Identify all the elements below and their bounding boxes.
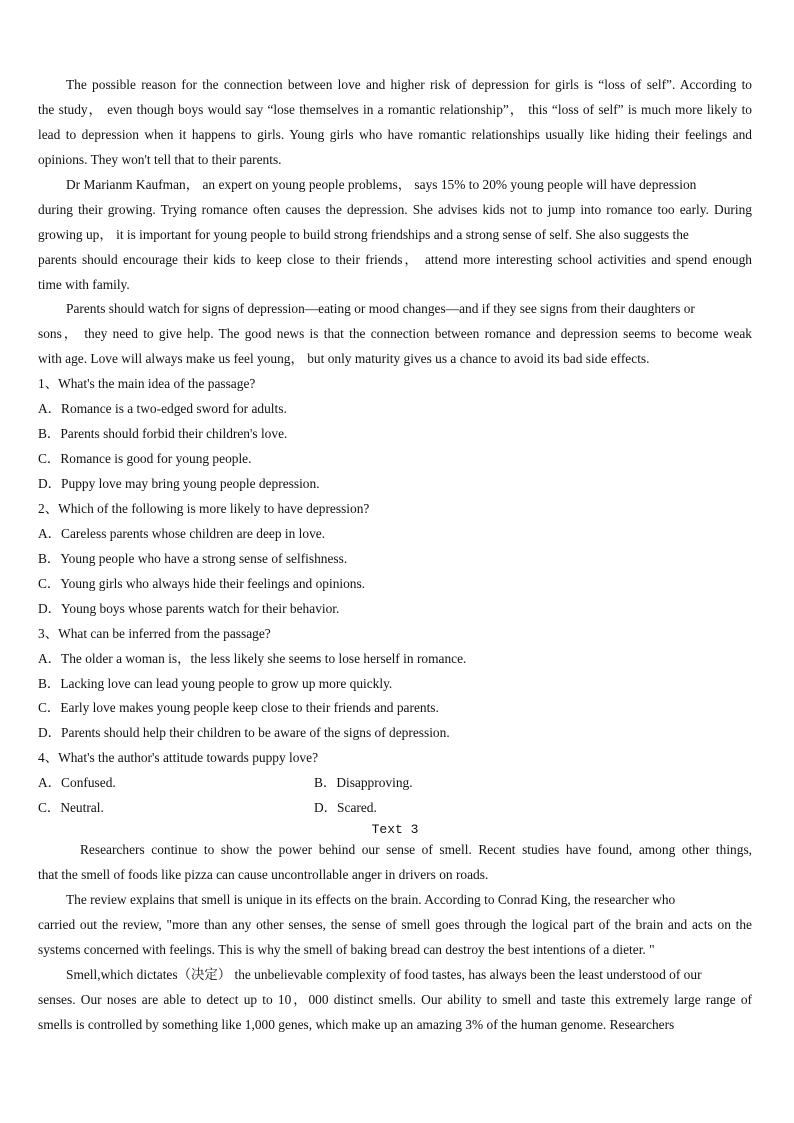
text-line: Parents should watch for signs of depression—eating or mood changes—and if they see signs from their daughters or [66,301,695,317]
option-d: D．Puppy love may bring young people depression. [38,476,320,491]
option-d: D．Parents should help their children to be aware of the signs of depression. [38,725,450,741]
option-d: D．Young boys whose parents watch for their behavior. [38,600,340,616]
text-line: the study， even though boys would say “lose themselves in a romantic relationship”， this “loss of self” is much more likely to [38,101,752,117]
option-b: B．Young people who have a strong sense of selfishness. [38,550,348,566]
text-line: Smell,which dictates（决定） the unbelievable complexity of food tastes, has always been the least understood of our [66,966,702,982]
option-c: C．Early love makes young people keep close to their friends and parents. [38,700,439,716]
option-b: B．Disapproving. [314,775,413,791]
option-row [38,772,752,797]
option-a: A．Careless parents whose children are deep in love. [38,525,326,541]
paragraph [38,174,752,299]
text-line: with age. Love will always make us feel young， but only maturity gives us a chance to avoid its bad side effects. [38,351,650,367]
text-line: lead to depression when it happens to girls. Young girls who have romantic relationships usually like hiding their feelings and [38,126,752,142]
text-line: senses. Our noses are able to detect up to 10，000 distinct smells. Our ability to smell and taste this extremely large range of [38,991,752,1007]
option-b: B．Lacking love can lead young people to grow up more quickly. [38,675,393,691]
paragraph [38,74,752,174]
option-a: A．Confused. [38,775,116,791]
document-page [38,74,752,1039]
text-line: opinions. They won't tell that to their parents. [38,151,282,167]
question-stem: 1、What's the main idea of the passage? [38,376,256,392]
paragraph [38,298,752,373]
option-a: A．Romance is a two-edged sword for adults. [38,401,287,417]
option-a: A．The older a woman is，the less likely she seems to lose herself in romance. [38,650,467,666]
option-c: C．Romance is good for young people. [38,451,252,467]
paragraph [38,839,752,889]
paragraph [38,889,752,964]
text-line: carried out the review, "more than any other senses, the sense of smell goes through the logical part of the brain and acts on the [38,916,752,932]
option-c: C．Young girls who always hide their feelings and opinions. [38,575,366,591]
text-line: time with family. [38,276,130,292]
text-line: smells is controlled by something like 1,000 genes, which make up an amazing 3% of the human genome. Researchers [38,1016,675,1032]
text-line: The review explains that smell is unique in its effects on the brain. According to Conrad King, the researcher who [66,892,676,907]
option-c: C．Neutral. [38,800,104,816]
option-row [38,797,752,822]
paragraph [38,964,752,1039]
question-4 [38,747,752,822]
text-line: Dr Marianm Kaufman， an expert on young people problems， says 15% to 20% young people will have depression [66,176,697,192]
text-line: Researchers continue to show the power behind our sense of smell. Recent studies have found, among other things, [80,842,752,858]
text-line: sons， they need to give help. The good news is that the connection between romance and depression seems to become weak [38,326,752,342]
text-line: growing up， it is important for young people to build strong friendships and a strong sense of self. She also suggests the [38,226,689,242]
question-stem: 3、What can be inferred from the passage? [38,625,271,641]
text-line: parents should encourage their kids to keep close to their friends， attend more interesting school activities and spend enough [38,251,752,267]
option-d: D．Scared. [314,800,377,816]
question-3 [38,623,752,748]
text-line: that the smell of foods like pizza can cause uncontrollable anger in drivers on roads. [38,867,489,883]
section-title: Text 3 [371,822,419,838]
question-2 [38,498,752,623]
question-1 [38,373,752,498]
text-line: The possible reason for the connection between love and higher risk of depression for girls is “loss of self”. According to [66,77,752,92]
text-line: during their growing. Trying romance often causes the depression. She advises kids not to jump into romance too early. During [38,201,752,217]
question-stem: 2、Which of the following is more likely to have depression? [38,500,370,516]
question-stem: 4、What's the author's attitude towards puppy love? [38,750,319,766]
text-line: systems concerned with feelings. This is why the smell of baking bread can destroy the best intentions of a dieter. " [38,941,655,957]
option-b: B．Parents should forbid their children's love. [38,426,288,442]
